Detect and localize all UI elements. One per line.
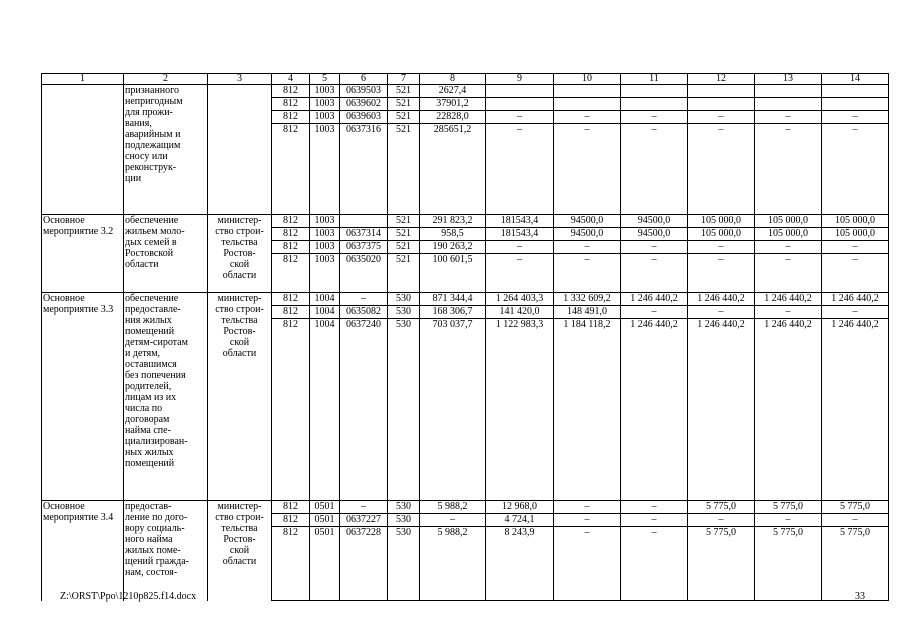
table-cell: 190 263,2 — [420, 241, 486, 254]
table-cell: 530 — [388, 293, 420, 306]
table-cell: 1003 — [310, 254, 340, 293]
table-cell: 105 000,0 — [822, 228, 889, 241]
footer-file-path: Z:\ORST\Ppo\1210p825.f14.docx — [60, 591, 197, 602]
table-cell: 1 246 440,2 — [688, 293, 755, 306]
table-cell: 1 246 440,2 — [621, 319, 688, 501]
table-cell: 5 775,0 — [755, 501, 822, 514]
table-cell: 5 775,0 — [755, 527, 822, 601]
table-cell: 1 246 440,2 — [822, 319, 889, 501]
table-cell: 37901,2 — [420, 98, 486, 111]
column-number-3: 3 — [208, 74, 272, 85]
table-cell: 1 246 440,2 — [755, 319, 822, 501]
table-cell: 1003 — [310, 98, 340, 111]
table-cell: 5 988,2 — [420, 501, 486, 514]
table-cell: – — [688, 241, 755, 254]
table-cell: – — [755, 514, 822, 527]
table-cell: 812 — [272, 306, 310, 319]
column-number-4: 4 — [272, 74, 310, 85]
table-cell: 812 — [272, 527, 310, 601]
table-cell: – — [688, 306, 755, 319]
table-cell: – — [621, 527, 688, 601]
table-cell: 530 — [388, 501, 420, 514]
budget-table — [41, 73, 889, 601]
activity-description: признанного непригодным для прожи- вания, аварийным и подлежащим сносу или реконструк- ции — [124, 85, 208, 215]
table-cell: 1003 — [310, 241, 340, 254]
table-cell — [486, 85, 554, 98]
table-cell: – — [554, 254, 621, 293]
table-cell: – — [554, 527, 621, 601]
table-cell: 1 264 403,3 — [486, 293, 554, 306]
table-cell: – — [822, 514, 889, 527]
table-cell: – — [554, 501, 621, 514]
table-cell: 0639602 — [340, 98, 388, 111]
table-cell: 812 — [272, 319, 310, 501]
table-cell: 105 000,0 — [688, 228, 755, 241]
table-cell: 1003 — [310, 85, 340, 98]
table-cell: 521 — [388, 254, 420, 293]
table-cell: – — [554, 514, 621, 527]
table-cell: – — [688, 111, 755, 124]
table-cell: – — [621, 501, 688, 514]
table-cell — [755, 98, 822, 111]
table-cell: 1003 — [310, 124, 340, 215]
table-cell: 0501 — [310, 501, 340, 514]
table-cell: – — [340, 501, 388, 514]
table-cell: 181543,4 — [486, 228, 554, 241]
table-cell — [340, 215, 388, 228]
table-cell: 0637316 — [340, 124, 388, 215]
table-cell: 530 — [388, 514, 420, 527]
table-cell: 530 — [388, 319, 420, 501]
table-cell: 181543,4 — [486, 215, 554, 228]
table-cell: – — [554, 241, 621, 254]
table-cell: 521 — [388, 98, 420, 111]
table-cell: 871 344,4 — [420, 293, 486, 306]
table-cell: – — [755, 124, 822, 215]
table-cell: – — [340, 293, 388, 306]
table-cell: 148 491,0 — [554, 306, 621, 319]
table-cell: – — [621, 111, 688, 124]
table-cell: – — [755, 241, 822, 254]
table-cell: 105 000,0 — [688, 215, 755, 228]
table-row — [42, 215, 889, 228]
column-number-14: 14 — [822, 74, 889, 85]
column-number-10: 10 — [554, 74, 621, 85]
table-cell: – — [621, 306, 688, 319]
table-cell: 521 — [388, 215, 420, 228]
table-cell: 1004 — [310, 306, 340, 319]
executor: министер- ство строи- тельства Ростов- ской области — [208, 293, 272, 501]
table-cell: 812 — [272, 254, 310, 293]
table-cell: 812 — [272, 293, 310, 306]
table-cell: – — [822, 111, 889, 124]
table-row — [42, 293, 889, 306]
table-cell: 105 000,0 — [755, 228, 822, 241]
table-cell: – — [486, 124, 554, 215]
table-cell: 0639603 — [340, 111, 388, 124]
table-cell: 530 — [388, 527, 420, 601]
table-cell: – — [420, 514, 486, 527]
table-cell: – — [755, 254, 822, 293]
column-number-9: 9 — [486, 74, 554, 85]
table-cell: – — [486, 254, 554, 293]
table-cell: – — [688, 514, 755, 527]
table-cell: 141 420,0 — [486, 306, 554, 319]
table-cell: 5 988,2 — [420, 527, 486, 601]
table-cell — [486, 98, 554, 111]
table-cell: – — [755, 111, 822, 124]
table-cell: – — [486, 241, 554, 254]
table-cell: – — [822, 241, 889, 254]
table-cell: 105 000,0 — [822, 215, 889, 228]
table-cell — [755, 85, 822, 98]
column-number-7: 7 — [388, 74, 420, 85]
table-cell: 1 246 440,2 — [822, 293, 889, 306]
column-number-1: 1 — [42, 74, 124, 85]
table-cell: 0637375 — [340, 241, 388, 254]
table-cell: 812 — [272, 98, 310, 111]
column-number-12: 12 — [688, 74, 755, 85]
table-cell: 1004 — [310, 319, 340, 501]
executor — [208, 85, 272, 215]
activity-name — [42, 85, 124, 215]
table-cell: 94500,0 — [621, 228, 688, 241]
table-cell: 0501 — [310, 527, 340, 601]
table-cell — [688, 85, 755, 98]
table-cell: 100 601,5 — [420, 254, 486, 293]
table-cell: – — [486, 111, 554, 124]
table-cell: – — [755, 306, 822, 319]
table-cell: 1 246 440,2 — [688, 319, 755, 501]
table-row — [42, 85, 889, 98]
table-cell: 521 — [388, 241, 420, 254]
table-cell: – — [621, 124, 688, 215]
table-cell: – — [621, 254, 688, 293]
table-cell: 1 332 609,2 — [554, 293, 621, 306]
table-cell: – — [822, 124, 889, 215]
executor: министер- ство строи- тельства Ростов- ской области — [208, 501, 272, 601]
column-number-6: 6 — [340, 74, 388, 85]
table-row — [42, 501, 889, 514]
table-cell: 8 243,9 — [486, 527, 554, 601]
table-cell: – — [822, 306, 889, 319]
table-cell: 1 246 440,2 — [755, 293, 822, 306]
table-cell — [621, 98, 688, 111]
table-cell: 530 — [388, 306, 420, 319]
table-cell — [822, 98, 889, 111]
table-cell: 4 724,1 — [486, 514, 554, 527]
table-cell: – — [688, 254, 755, 293]
table-cell: 812 — [272, 514, 310, 527]
table-cell: 703 037,7 — [420, 319, 486, 501]
executor: министер- ство строи- тельства Ростов- ской области — [208, 215, 272, 293]
column-number-11: 11 — [621, 74, 688, 85]
table-cell: 812 — [272, 241, 310, 254]
column-number-2: 2 — [124, 74, 208, 85]
table-cell: 1 184 118,2 — [554, 319, 621, 501]
activity-name: Основное мероприятие 3.3 — [42, 293, 124, 501]
table-cell: – — [554, 111, 621, 124]
activity-name: Основное мероприятие 3.4 — [42, 501, 124, 601]
table-cell: 812 — [272, 501, 310, 514]
table-cell: 812 — [272, 215, 310, 228]
table-cell: – — [621, 241, 688, 254]
table-cell — [554, 98, 621, 111]
table-cell: 1003 — [310, 215, 340, 228]
activity-description: обеспечение предоставле- ния жилых помещений детям-сиротам и детям, оставшимся без попечения родителей, лицам из их числа по договорам найма спе- циализирован- ных жилых помещений — [124, 293, 208, 501]
table-cell: 812 — [272, 85, 310, 98]
activity-description: предостав- ление по дого- вору социаль- ного найма жилых поме- щений гражда- нам, состоя- — [124, 501, 208, 601]
table-cell: 5 775,0 — [688, 527, 755, 601]
table-cell: 0637240 — [340, 319, 388, 501]
table-cell: – — [688, 124, 755, 215]
table-cell: 0637314 — [340, 228, 388, 241]
table-cell: 168 306,7 — [420, 306, 486, 319]
table-cell: 812 — [272, 111, 310, 124]
table-cell: 94500,0 — [621, 215, 688, 228]
table-cell: 1 246 440,2 — [621, 293, 688, 306]
column-number-13: 13 — [755, 74, 822, 85]
table-cell: 0639503 — [340, 85, 388, 98]
table-cell: 105 000,0 — [755, 215, 822, 228]
table-cell: 521 — [388, 124, 420, 215]
table-cell: 521 — [388, 111, 420, 124]
table-cell: 1003 — [310, 111, 340, 124]
table-cell — [554, 85, 621, 98]
table-cell: 94500,0 — [554, 215, 621, 228]
table-cell: 1 122 983,3 — [486, 319, 554, 501]
table-cell: 1003 — [310, 228, 340, 241]
table-cell: 812 — [272, 228, 310, 241]
table-cell: 0637227 — [340, 514, 388, 527]
table-cell: – — [554, 124, 621, 215]
table-cell: 521 — [388, 228, 420, 241]
table-cell: 812 — [272, 124, 310, 215]
table-cell: 0635020 — [340, 254, 388, 293]
table-cell: 1004 — [310, 293, 340, 306]
table-cell: – — [822, 254, 889, 293]
table-cell: 5 775,0 — [822, 527, 889, 601]
table-cell: 0637228 — [340, 527, 388, 601]
column-number-8: 8 — [420, 74, 486, 85]
table-cell: 0635082 — [340, 306, 388, 319]
table-cell: 958,5 — [420, 228, 486, 241]
table-cell: 5 775,0 — [822, 501, 889, 514]
table-cell: 285651,2 — [420, 124, 486, 215]
table-cell: 0501 — [310, 514, 340, 527]
table-cell — [688, 98, 755, 111]
table-cell: 521 — [388, 85, 420, 98]
table-cell: 22828,0 — [420, 111, 486, 124]
header-row — [42, 74, 889, 85]
table-cell — [822, 85, 889, 98]
table-cell: – — [621, 514, 688, 527]
table-cell: 12 968,0 — [486, 501, 554, 514]
footer-page-number: 33 — [855, 591, 865, 602]
activity-description: обеспечение жильем моло- дых семей в Ростовской области — [124, 215, 208, 293]
activity-name: Основное мероприятие 3.2 — [42, 215, 124, 293]
table-cell: 291 823,2 — [420, 215, 486, 228]
table-cell: 2627,4 — [420, 85, 486, 98]
table-cell: 94500,0 — [554, 228, 621, 241]
table-cell — [621, 85, 688, 98]
column-number-5: 5 — [310, 74, 340, 85]
table-cell: 5 775,0 — [688, 501, 755, 514]
